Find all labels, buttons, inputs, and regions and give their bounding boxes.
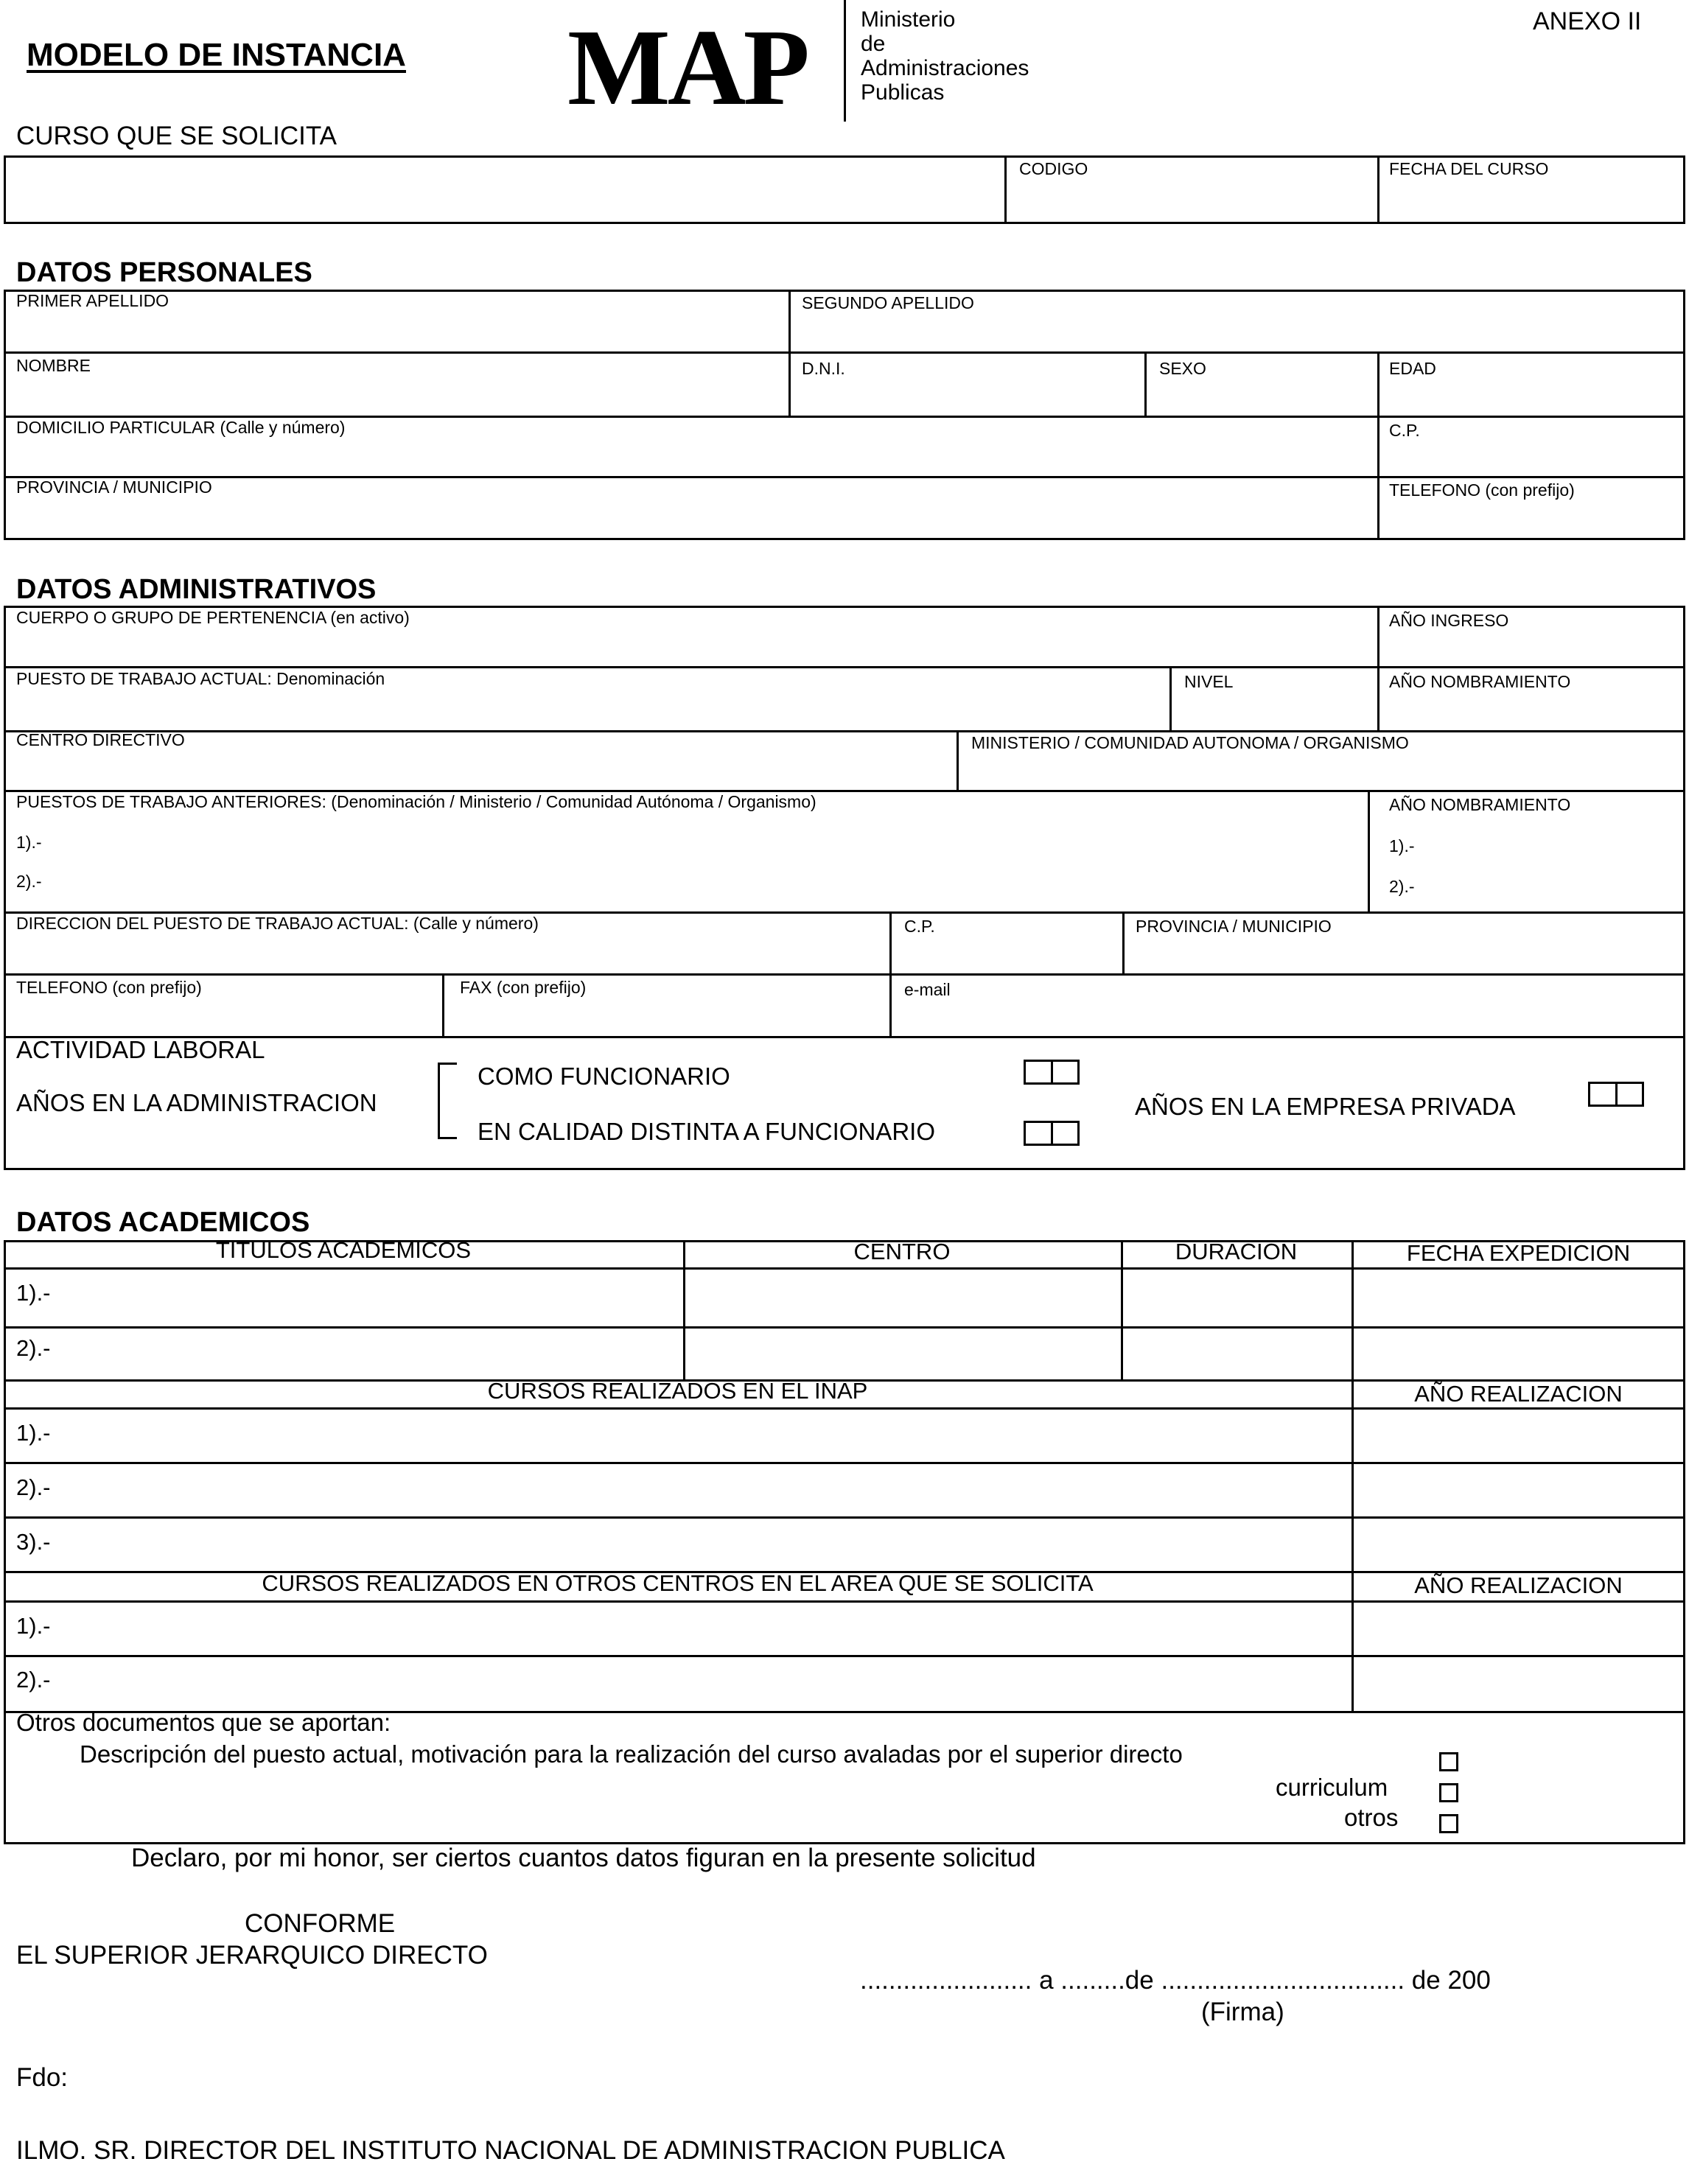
divider [4,351,1685,354]
form-title: MODELO DE INSTANCIA [27,37,406,73]
anios-empresa-box[interactable] [1588,1082,1644,1107]
direccion-trabajo-field[interactable]: DIRECCION DEL PUESTO DE TRABAJO ACTUAL: (Calle y número) [16,914,539,933]
cp-trabajo-field[interactable]: C.P. [904,917,935,936]
col-titulos: TITULOS ACADEMICOS [215,1237,472,1263]
destinatario-text: ILMO. SR. DIRECTOR DEL INSTITUTO NACIONAL DE ADMINISTRACION PUBLICA [16,2136,1005,2165]
descripcion-label: Descripción del puesto actual, motivación para la realización del curso avaladas por el superior directo [80,1740,1183,1768]
annex-label: ANEXO II [1533,7,1642,35]
divider [1122,911,1125,973]
telefono-trabajo-field[interactable]: TELEFONO (con prefijo) [16,978,202,997]
curriculum-label: curriculum [1276,1774,1388,1801]
otros-row-2[interactable]: 2).- [16,1667,51,1693]
superior-label: EL SUPERIOR JERARQUICO DIRECTO [16,1941,488,1970]
col-centro: CENTRO [853,1239,951,1264]
anios-administracion-label: AÑOS EN LA ADMINISTRACION [16,1089,377,1116]
provincia-personal-field[interactable]: PROVINCIA / MUNICIPIO [16,477,212,497]
divider [1368,790,1370,911]
otros-anio-heading: AÑO REALIZACION [1414,1572,1623,1598]
divider [4,1655,1685,1657]
centro-directivo-field[interactable]: CENTRO DIRECTIVO [16,730,185,749]
segundo-apellido-field[interactable]: SEGUNDO APELLIDO [802,293,974,312]
curriculum-checkbox[interactable] [1439,1783,1458,1802]
inap-anio-heading: AÑO REALIZACION [1414,1381,1623,1407]
inap-row-3[interactable]: 3).- [16,1529,51,1555]
divider [1004,155,1007,224]
sexo-field[interactable]: SEXO [1159,359,1206,378]
puesto-anterior-2[interactable]: 2).- [16,872,42,891]
telefono-personal-field[interactable]: TELEFONO (con prefijo) [1389,480,1575,500]
divider [889,911,892,1036]
firma-label: (Firma) [1201,1998,1284,2026]
divider [1351,1240,1354,1711]
divider [4,1326,1685,1329]
como-funcionario-label: COMO FUNCIONARIO [478,1063,730,1090]
anios-funcionario-box[interactable] [1024,1060,1080,1085]
fecha-curso-field[interactable]: FECHA DEL CURSO [1389,159,1549,178]
fecha-firma-line[interactable]: ........................ a .........de .................................. de 200 [860,1966,1491,1995]
fdo-label: Fdo: [16,2063,69,2092]
actividad-laboral-label: ACTIVIDAD LABORAL [16,1036,265,1063]
anios-distinta-box[interactable] [1024,1121,1080,1146]
datos-academicos-heading: DATOS ACADEMICOS [16,1207,310,1238]
nombre-field[interactable]: NOMBRE [16,356,91,375]
divider [1169,666,1172,730]
map-logo: MAP [567,7,807,128]
otros-checkbox[interactable] [1439,1814,1458,1833]
inap-heading: CURSOS REALIZADOS EN EL INAP [487,1378,868,1404]
col-duracion: DURACION [1175,1239,1298,1264]
puesto-anterior-1[interactable]: 1).- [16,833,42,852]
codigo-field[interactable]: CODIGO [1019,159,1088,178]
anio-nombramiento-field[interactable]: AÑO NOMBRAMIENTO [1389,672,1571,691]
domicilio-field[interactable]: DOMICILIO PARTICULAR (Calle y número) [16,418,346,437]
descripcion-checkbox[interactable] [1439,1752,1458,1771]
inap-row-1[interactable]: 1).- [16,1420,51,1446]
otros-label: otros [1344,1804,1399,1831]
divider [788,290,791,416]
ministerio-field[interactable]: MINISTERIO / COMUNIDAD AUTONOMA / ORGANISMO [971,733,1409,752]
logo-divider [844,0,846,122]
divider [4,1407,1685,1410]
divider [1144,351,1147,416]
otros-documentos-heading: Otros documentos que se aportan: [16,1709,391,1736]
curso-heading: CURSO QUE SE SOLICITA [16,122,337,150]
divider [4,476,1685,478]
datos-personales-heading: DATOS PERSONALES [16,257,312,288]
provincia-trabajo-field[interactable]: PROVINCIA / MUNICIPIO [1136,917,1332,936]
datos-administrativos-heading: DATOS ADMINISTRATIVOS [16,574,377,605]
declaracion-text: Declaro, por mi honor, ser ciertos cuantos datos figuran en la presente solicitud [131,1844,1036,1872]
empresa-privada-label: AÑOS EN LA EMPRESA PRIVADA [1135,1093,1516,1120]
divider [442,973,444,1036]
col-fecha-expedicion: FECHA EXPEDICION [1406,1240,1631,1266]
cuerpo-field[interactable]: CUERPO O GRUPO DE PERTENENCIA (en activo) [16,608,410,627]
datos-personales-box [4,290,1685,540]
divider [1377,351,1379,540]
otros-row-1[interactable]: 1).- [16,1613,51,1639]
conforme-label: CONFORME [245,1909,396,1938]
bracket [438,1063,457,1139]
ministry-name: Ministerio de Administraciones Publicas [861,7,1029,105]
inap-row-2[interactable]: 2).- [16,1474,51,1500]
divider [957,730,959,790]
nivel-field[interactable]: NIVEL [1184,672,1234,691]
puesto-actual-field[interactable]: PUESTO DE TRABAJO ACTUAL: Denominación [16,669,385,688]
dni-field[interactable]: D.N.I. [802,359,845,378]
divider [1377,606,1379,730]
anio-nombramiento-anteriores: AÑO NOMBRAMIENTO [1389,795,1571,814]
otros-centros-heading: CURSOS REALIZADOS EN OTROS CENTROS EN EL AREA QUE SE SOLICITA [262,1570,1094,1596]
puestos-anteriores-field: PUESTOS DE TRABAJO ANTERIORES: (Denominación / Ministerio / Comunidad Autónoma / Organismo) [16,792,816,811]
distinta-funcionario-label: EN CALIDAD DISTINTA A FUNCIONARIO [478,1118,935,1145]
divider [4,666,1685,668]
cp-personal-field[interactable]: C.P. [1389,421,1420,440]
divider [4,730,1685,732]
email-field[interactable]: e-mail [904,980,951,999]
titulo-row-2[interactable]: 2).- [16,1335,51,1361]
divider [4,1267,1685,1270]
divider [4,1462,1685,1464]
titulo-row-1[interactable]: 1).- [16,1280,51,1306]
primer-apellido-field[interactable]: PRIMER APELLIDO [16,291,169,310]
divider [1377,155,1379,224]
fax-field[interactable]: FAX (con prefijo) [460,978,587,997]
anio-anterior-1[interactable]: 1).- [1389,836,1415,855]
anio-ingreso-field[interactable]: AÑO INGRESO [1389,611,1509,630]
divider [4,1600,1685,1603]
divider [4,1516,1685,1519]
edad-field[interactable]: EDAD [1389,359,1436,378]
divider [4,973,1685,976]
anio-anterior-2[interactable]: 2).- [1389,877,1415,896]
